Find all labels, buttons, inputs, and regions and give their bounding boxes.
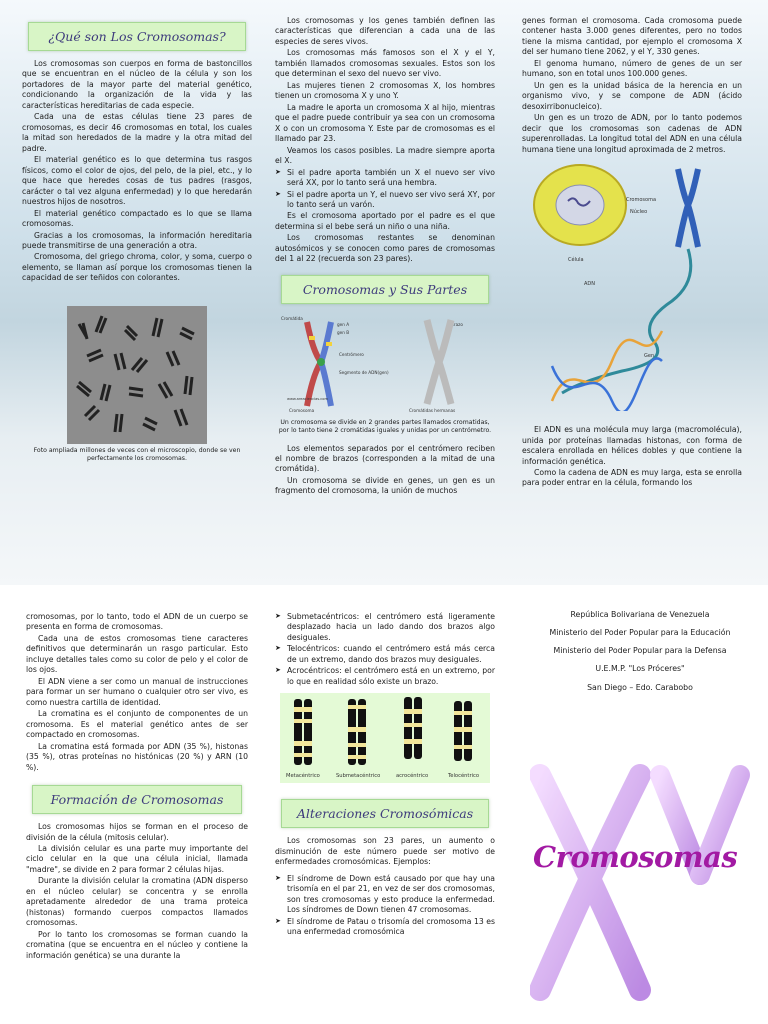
- bullet-list: [275, 168, 495, 211]
- heading-alteraciones: Alteraciones Cromosómicas: [281, 799, 489, 828]
- chromosome-diagram: [307, 322, 332, 406]
- column-3: [522, 16, 742, 490]
- paragraph: Los cromosomas restantes se denominan autosómicos y se conocen como pares de cromosomas del 1 al 22 (recuerda son 23 pares).: [275, 233, 495, 264]
- bullet-item: ➤ Telocéntricos: cuando el centrómero está más cerca de un extremo, dando dos brazos muy desiguales.: [275, 644, 495, 665]
- paragraph: genes forman el cromosoma. Cada cromosoma puede contener hasta 3.000 genes diferentes, pero no todos tiene la misma cantidad, por ejemplo el cromosoma X del ser humano tiene 2062, y el Y, 330 genes.: [522, 16, 742, 57]
- chromosome-parts-figure: [279, 312, 491, 416]
- label-metacentrico: Metacéntrico: [286, 773, 320, 780]
- panel-divider: [0, 585, 768, 598]
- cover-line-school: U.E.M.P. "Los Próceres": [595, 664, 685, 674]
- label-cromosoma: Cromosoma: [626, 197, 657, 204]
- paragraph: Un cromosoma se divide en genes, un gen es un fragmento del cromosoma, la unión de muchos: [275, 475, 495, 496]
- chromosome-diagram: [678, 169, 698, 247]
- bullet-item: ➤ Si el padre aporta también un X el nuevo ser vivo será XX, por lo tanto será una hembra.: [275, 168, 495, 189]
- paragraph: Las mujeres tienen 2 cromosomas X, los hombres tienen un cromosoma X y uno Y.: [275, 80, 495, 101]
- dna-strand: [562, 249, 691, 393]
- paragraph: La madre le aporta un cromosoma X al hijo, mientras que el padre puede contribuir ya sea con un cromosoma X o con un cromosoma Y. Este par de cromosomas es el llamado par 23.: [275, 102, 495, 144]
- label-brazo: Brazo: [451, 321, 463, 327]
- paragraph: Los cromosomas hijos se forman en el proceso de división de la célula (mitosis celular).: [26, 822, 248, 842]
- label-gen: Gen: [644, 353, 655, 360]
- xy-chromosome-graphic: [530, 755, 760, 1005]
- bullet-item: ➤ El síndrome de Down está causado por que hay una trisomía en el par 21, en vez de ser dos cromosomas, son tres cromosomas y esto produce la enfermedad. Los síndromes de Down tienen 47 cromosomas.: [275, 874, 495, 916]
- paragraph: El ADN es una molécula muy larga (macromolécula), unida por proteínas llamadas histonas, con forma de escalera enrollada en hélices dobles y que contiene la información genética.: [522, 425, 742, 466]
- paragraph: Por lo tanto los cromosomas se forman cuando la cromatina (que se encuentra en el núcleo y contiene la información genética) se una durante la: [26, 929, 248, 960]
- paragraph: Los cromosomas son 23 pares, un aumento o disminución de este número puede ser motivo de enfermedades cromosómicas. Ejemplos:: [275, 836, 495, 867]
- label-gen-b: gen B: [337, 329, 350, 335]
- paragraph: Gracias a los cromosomas, la información hereditaria puede transmitirse de una generación a otra.: [22, 230, 252, 250]
- cover-title: Cromosomas: [533, 840, 738, 874]
- paragraph: Cromosoma, del griego chroma, color, y soma, cuerpo o elemento, se llaman así porque los cromosomas tienen la capacidad de ser teñidos con colorantes.: [22, 252, 252, 283]
- paragraph: cromosomas, por lo tanto, todo el ADN de un cuerpo se presenta en forma de cromosomas.: [26, 612, 248, 632]
- paragraph: El genoma humano, número de genes de un ser humano, son en total unos 100.000 genes.: [522, 58, 742, 79]
- paragraph: El material genético compactado es lo que se llama cromosomas.: [22, 208, 252, 229]
- paragraph: Durante la división celular la cromatina (ADN disperso en el núcleo celular) se concentra y se enrolla apretadamente alrededor de una trama proteica (histonas) formando cuerpos compactos llamados cromosomas.: [26, 876, 248, 928]
- chromosome-submetacentric: [348, 699, 366, 765]
- label-centromero: Centrómero: [339, 351, 364, 357]
- photo-caption: Foto ampliada millones de veces con el microscopio, donde se ven perfectamente los cromosomas.: [33, 446, 241, 463]
- column-1: [22, 18, 252, 472]
- cover-line-ministerio-defensa: Ministerio del Poder Popular para la Defensa: [553, 646, 727, 656]
- cover-line-republica: República Bolivariana de Venezuela: [570, 610, 710, 619]
- paragraph: Los cromosomas y los genes también definen las características que diferencian a cada una de las especies de seres vivos.: [275, 16, 495, 46]
- paragraph: Un gen es la unidad básica de la herencia en un organismo vivo, y se compone de ADN (ácido desoxirribonucleico).: [522, 80, 742, 111]
- bullet-list: [275, 874, 495, 938]
- bullet-list: [275, 612, 495, 687]
- cover-line-ministerio-educacion: Ministerio del Poder Popular para la Educación: [549, 628, 731, 638]
- paragraph: La cromatina es el conjunto de componentes de un cromosoma. Es el material genético antes de ser compactado en cromosomas.: [26, 709, 248, 740]
- cell-dna-figure: [532, 161, 732, 411]
- paragraph: Los cromosomas son cuerpos en forma de bastoncillos que se encuentran en el núcleo de la célula y son los portadores de la mayor parte del material genético, condicionando la organización de la vida y las características hereditarias de cada especie.: [22, 59, 252, 110]
- label-adn: ADN: [584, 281, 596, 288]
- label-gen-a: gen A: [337, 321, 350, 327]
- paragraph: La cromatina está formada por ADN (35 %), histonas (35 %), otras proteínas no histónicas (20 %) y ARN (10 %).: [26, 741, 248, 772]
- label-segmento: Segmento de ADN(gen): [339, 369, 389, 375]
- label-cromatida: Cromátida: [281, 315, 303, 321]
- bullet-item: ➤ El síndrome de Patau o trisomía del cromosoma 13 es una enfermedad cromosómica: [275, 917, 495, 938]
- label-telocentrico: Telocéntrico: [448, 773, 480, 780]
- bullet-item: ➤ Acrocéntricos: el centrómero está en un extremo, por lo que en realidad sólo existe un brazo.: [275, 666, 495, 687]
- chromosome-types-figure: [280, 693, 490, 783]
- column-5: [275, 612, 495, 939]
- paragraph: La división celular es una parte muy importante del ciclo celular en la que una célula inicial, llamada "madre", se divide en 2 para formar 2 células hijas.: [26, 843, 248, 874]
- sister-chromatids-diagram: [427, 320, 451, 404]
- paragraph: Los elementos separados por el centrómero reciben el nombre de brazos (corresponden a la mitad de una cromátida).: [275, 443, 495, 474]
- paragraph: El material genético es lo que determina tus rasgos físicos, como el color de ojos, del pelo, de la piel, etc., y lo que hace que heredes cosas de tus padres (rasgos, carácter o tal vez alguna enfermedad) y lo que heredarán nuestros hijos de nosotros.: [22, 155, 252, 207]
- paragraph: Cada una de estos cromosomas tiene caracteres definitivos que determinarán un rasgo particular. Esto incluye detalles tales como su color de pelo y el color de los ojos.: [26, 633, 248, 675]
- heading-que-son: ¿Qué son Los Cromosomas?: [28, 22, 246, 51]
- label-nucleo: Núcleo: [630, 209, 648, 216]
- cell-diagram: [534, 165, 626, 245]
- column-2: [275, 16, 495, 498]
- paragraph: Un gen es un trozo de ADN, por lo tanto podemos decir que los cromosomas son cadenas de ADN superenrolladas. La longitud total del ADN en una célula humana tiene una longitud aproximada de 2 metros.: [522, 113, 742, 154]
- paragraph: El ADN viene a ser como un manual de instrucciones para formar un ser humano o cualquier otro ser vivo, es como nuestra cartilla de identidad.: [26, 676, 248, 707]
- label-acrocentrico: acrocéntrico: [396, 773, 429, 780]
- cover-info: [522, 610, 758, 701]
- label-cromosoma: Cromosoma: [289, 407, 315, 413]
- label-hermanas: Cromátidas hermanas: [409, 407, 456, 413]
- label-celula: Célula: [568, 257, 584, 264]
- paragraph: Como la cadena de ADN es muy larga, esta se enrolla para poder entrar en la célula, formando los: [522, 467, 742, 488]
- paragraph: Veamos los casos posibles. La madre siempre aporta el X.: [275, 145, 495, 166]
- bullet-item: ➤ Submetacéntricos: el centrómero está ligeramente desplazado hacia un lado dando dos brazos algo desiguales.: [275, 612, 495, 643]
- figure-caption: Un cromosoma se divide en 2 grandes partes llamados cromatidas, por lo tanto tiene 2 cromátidas iguales y unidas por un centrómetro.: [278, 418, 492, 435]
- heading-partes: Cromosomas y Sus Partes: [281, 275, 489, 304]
- microscope-photo: [67, 306, 207, 444]
- cover-line-location: San Diego – Edo. Carabobo: [587, 682, 693, 692]
- paragraph: Es el cromosoma aportado por el padre es el que determina si el bebe será un niño o una niña.: [275, 211, 495, 231]
- bullet-item: ➤ Si el padre aporta un Y, el nuevo ser vivo será XY, por lo tanto será un varón.: [275, 190, 495, 211]
- heading-formacion: Formación de Cromosomas: [32, 785, 242, 814]
- column-4: [26, 612, 248, 962]
- paragraph: Los cromosomas más famosos son el X y el Y, también llamados cromosomas sexuales. Estos son los que determinan el sexo del nuevo ser vivo.: [275, 48, 495, 79]
- paragraph: Cada una de estas células tiene 23 pares de cromosomas, es decir 46 cromosomas en total, los cuales la mitad son heredados de la madre y la otra mitad del padre.: [22, 112, 252, 153]
- dna-helix: [552, 331, 662, 411]
- label-submetacentrico: Submetacéntrico: [336, 773, 381, 780]
- label-url: www.areaciencias.com: [287, 396, 328, 401]
